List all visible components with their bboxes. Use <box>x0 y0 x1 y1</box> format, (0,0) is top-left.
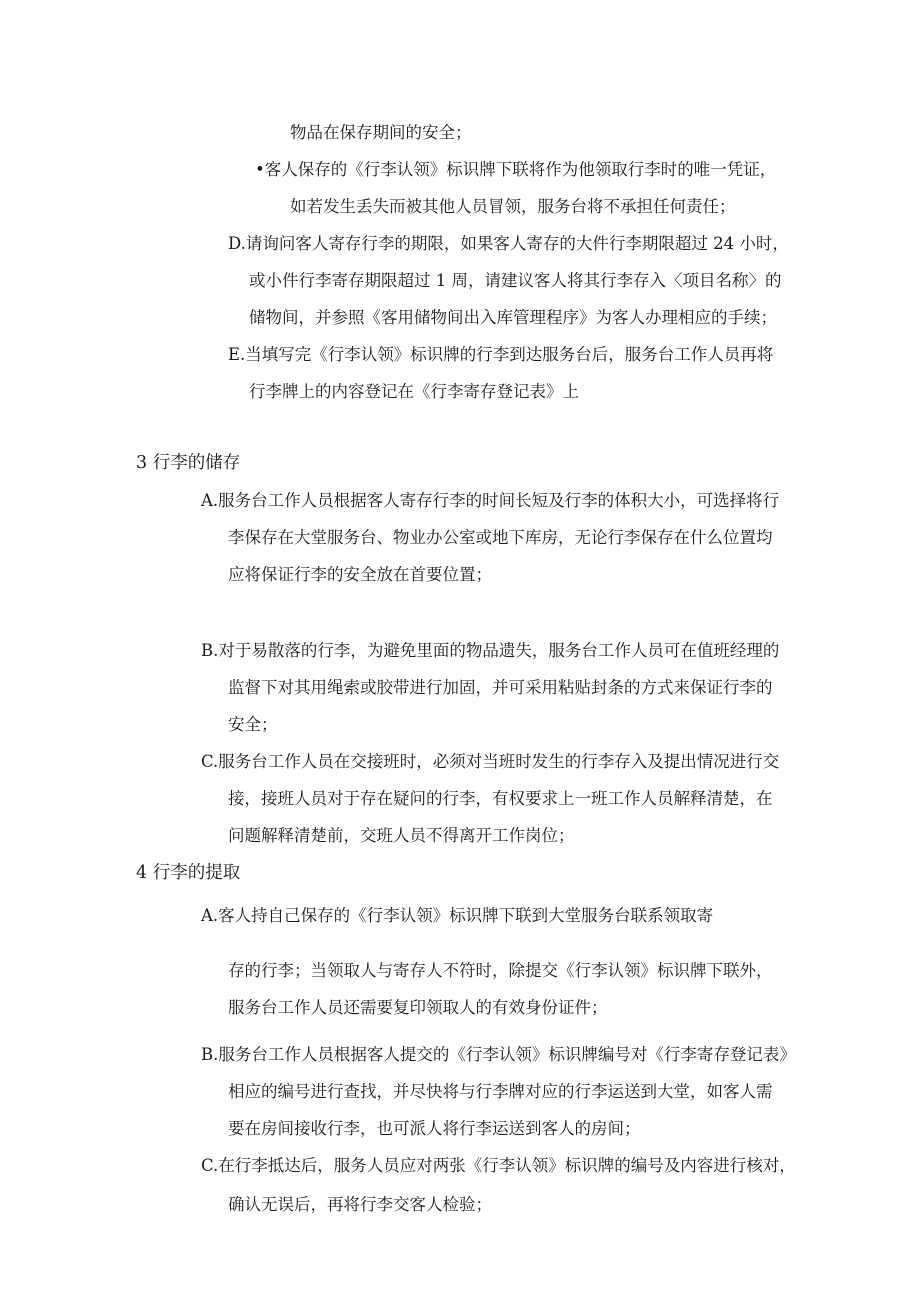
text-line: 物品在保存期间的安全； <box>290 123 472 142</box>
text-line: 应将保证行李的安全放在首要位置； <box>228 565 492 584</box>
text-line: 相应的编号进行查找，并尽快将与行李牌对应的行李运送到大堂，如客人需 <box>228 1082 773 1101</box>
text-line: 储物间，并参照《客用储物间出入库管理程序》为客人办理相应的手续； <box>249 308 777 327</box>
bullet-line: •客人保存的《行李认领》标识牌下联将作为他领取行李时的唯一凭证， <box>255 160 777 179</box>
text-line: 要在房间接收行李，也可派人将行李运送到客人的房间； <box>228 1119 641 1138</box>
section-heading-3: 3 行李的储存 <box>136 453 241 473</box>
list-item-b: B.服务台工作人员根据客人提交的《行李认领》标识牌编号对《行李寄存登记表》 <box>201 1045 796 1064</box>
text-line: 监督下对其用绳索或胶带进行加固，并可采用粘贴封条的方式来保证行李的 <box>228 678 773 697</box>
text-line: 确认无误后，再将行李交客人检验； <box>228 1195 492 1214</box>
text-line: 行李牌上的内容登记在《行李寄存登记表》上 <box>249 382 579 401</box>
text-line: 安全； <box>228 715 278 734</box>
list-item-a: A.服务台工作人员根据客人寄存行李的时间长短及行李的体积大小，可选择将行 <box>201 491 780 510</box>
list-item-e: E.当填写完《行李认领》标识牌的行李到达服务台后，服务台工作人员再将 <box>228 345 774 364</box>
list-item-c: C.服务台工作人员在交接班时，必须对当班时发生的行李存入及提出情况进行交 <box>201 752 780 771</box>
list-item-b: B.对于易散落的行李，为避免里面的物品遗失，服务台工作人员可在值班经理的 <box>201 641 780 660</box>
section-heading-4: 4 行李的提取 <box>136 863 241 883</box>
text-line: 服务台工作人员还需要复印领取人的有效身份证件； <box>228 998 608 1017</box>
text-line: 存的行李；当领取人与寄存人不符时，除提交《行李认领》标识牌下联外， <box>228 961 773 980</box>
text-line: 或小件行李寄存期限超过 1 周，请建议客人将其行李存入〈项目名称〉的 <box>249 271 782 290</box>
text-line: 如若发生丢失而被其他人员冒领，服务台将不承担任何责任； <box>290 197 736 216</box>
text-line: 李保存在大堂服务台、物业办公室或地下库房，无论行李保存在什么位置均 <box>228 528 773 547</box>
text-line: 问题解释清楚前，交班人员不得离开工作岗位； <box>228 826 575 845</box>
text-line: 接，接班人员对于存在疑问的行李，有权要求上一班工作人员解释清楚，在 <box>228 789 773 808</box>
list-item-a: A.客人持自己保存的《行李认领》标识牌下联到大堂服务台联系领取寄 <box>201 906 714 925</box>
list-item-d: D.请询问客人寄存行李的期限，如果客人寄存的大件行李期限超过 24 小时， <box>228 234 789 253</box>
list-item-c: C.在行李抵达后，服务人员应对两张《行李认领》标识牌的编号及内容进行核对， <box>201 1156 796 1175</box>
